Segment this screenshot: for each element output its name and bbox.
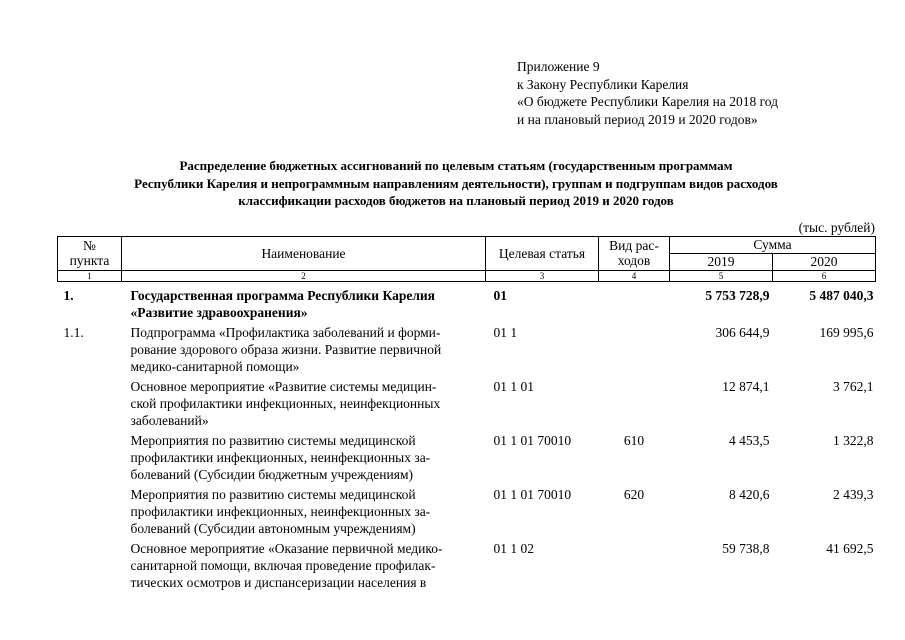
row-name: Основное мероприятие «Развитие системы медицин- ской профилактики инфекционных, неинфекционных заболеваний»: [130, 378, 441, 428]
row-target-article: 01 1: [493, 324, 518, 340]
row-number: [58, 537, 122, 591]
row-amount-2020: 169 995,6: [819, 324, 874, 340]
row-expense-type: 610: [623, 432, 645, 448]
row-amount-2020: 41 692,5: [826, 540, 874, 556]
row-number: [58, 483, 122, 537]
row-target-article: 01 1 02: [493, 540, 534, 556]
table-row: [58, 429, 876, 483]
row-target-article: 01 1 01 70010: [493, 432, 572, 448]
table-row: [58, 483, 876, 537]
row-amount-2019: 59 738,8: [722, 540, 770, 556]
header-year-2019: 2019: [670, 254, 773, 271]
header-target-article: Целевая статья: [486, 237, 599, 271]
appendix-line: и на плановый период 2019 и 2020 годов»: [517, 111, 758, 127]
row-target-article: 01 1 01: [493, 378, 534, 394]
title-line: Республики Карелия и непрограммным направлениям деятельности), группам и подгруппам видов расходов: [134, 175, 778, 191]
row-number: 1.1.: [63, 324, 84, 340]
row-amount-2020: 5 487 040,3: [809, 287, 874, 303]
row-amount-2019: 5 753 728,9: [705, 287, 770, 303]
appendix-line: «О бюджете Республики Карелия на 2018 год: [517, 94, 779, 109]
table-row: [58, 321, 876, 375]
header-name: Наименование: [122, 237, 486, 271]
row-expense-type: [599, 375, 670, 429]
title-line: классификации расходов бюджетов на плановый период 2019 и 2020 годов: [238, 193, 674, 208]
header-item-number: № пункта: [58, 237, 122, 271]
column-number: 2: [122, 270, 486, 281]
row-amount-2019: 4 453,5: [729, 432, 770, 448]
appendix-reference: [517, 58, 778, 128]
row-amount-2019: 306 644,9: [715, 324, 770, 340]
row-name: Мероприятия по развитию системы медицинской профилактики инфекционных, неинфекционных за- болеваний (Субсидии автономным учреждениям): [130, 486, 431, 536]
row-expense-type: [599, 537, 670, 591]
row-expense-type: 620: [623, 486, 645, 502]
row-name: Подпрограмма «Профилактика заболеваний и форми- рование здорового образа жизни. Развитие первичной медико-санитарной помощи»: [130, 324, 442, 374]
row-target-article: 01: [493, 287, 507, 303]
table-row: [58, 281, 876, 321]
table-row: [58, 537, 876, 591]
column-number: 4: [599, 270, 670, 281]
table-body: [58, 281, 876, 591]
budget-table: [57, 236, 876, 591]
row-expense-type: [599, 321, 670, 375]
row-name: Мероприятия по развитию системы медицинской профилактики инфекционных, неинфекционных за- болеваний (Субсидии бюджетным учреждениям): [130, 432, 431, 482]
appendix-line: к Закону Республики Карелия: [517, 76, 689, 92]
column-number: 3: [486, 270, 599, 281]
header-expense-type: Вид рас- ходов: [599, 237, 670, 271]
row-target-article: 01 1 01 70010: [493, 486, 572, 502]
row-amount-2020: 3 762,1: [833, 378, 874, 394]
row-name: Государственная программа Республики Карелия «Развитие здравоохранения»: [130, 287, 435, 320]
row-number: [58, 429, 122, 483]
row-number: [58, 375, 122, 429]
document-title: [60, 157, 852, 210]
row-amount-2019: 8 420,6: [729, 486, 770, 502]
header-sum: Сумма: [670, 237, 876, 254]
row-number: 1.: [63, 287, 74, 303]
title-line: Распределение бюджетных ассигнований по целевым статьям (государственным программам: [179, 158, 733, 173]
column-number: 1: [58, 270, 122, 281]
units-label: (тыс. рублей): [798, 220, 875, 235]
column-number: 6: [773, 270, 876, 281]
row-name: Основное мероприятие «Оказание первичной медико- санитарной помощи, включая проведение профилак- тических осмотров и диспансеризации населения в: [130, 540, 443, 590]
row-expense-type: [599, 281, 670, 321]
header-year-2020: 2020: [773, 254, 876, 271]
appendix-line: Приложение 9: [517, 59, 600, 74]
row-amount-2019: 12 874,1: [722, 378, 770, 394]
table-row: [58, 375, 876, 429]
row-amount-2020: 2 439,3: [833, 486, 874, 502]
column-number: 5: [670, 270, 773, 281]
row-amount-2020: 1 322,8: [833, 432, 874, 448]
table-header: [58, 237, 876, 282]
